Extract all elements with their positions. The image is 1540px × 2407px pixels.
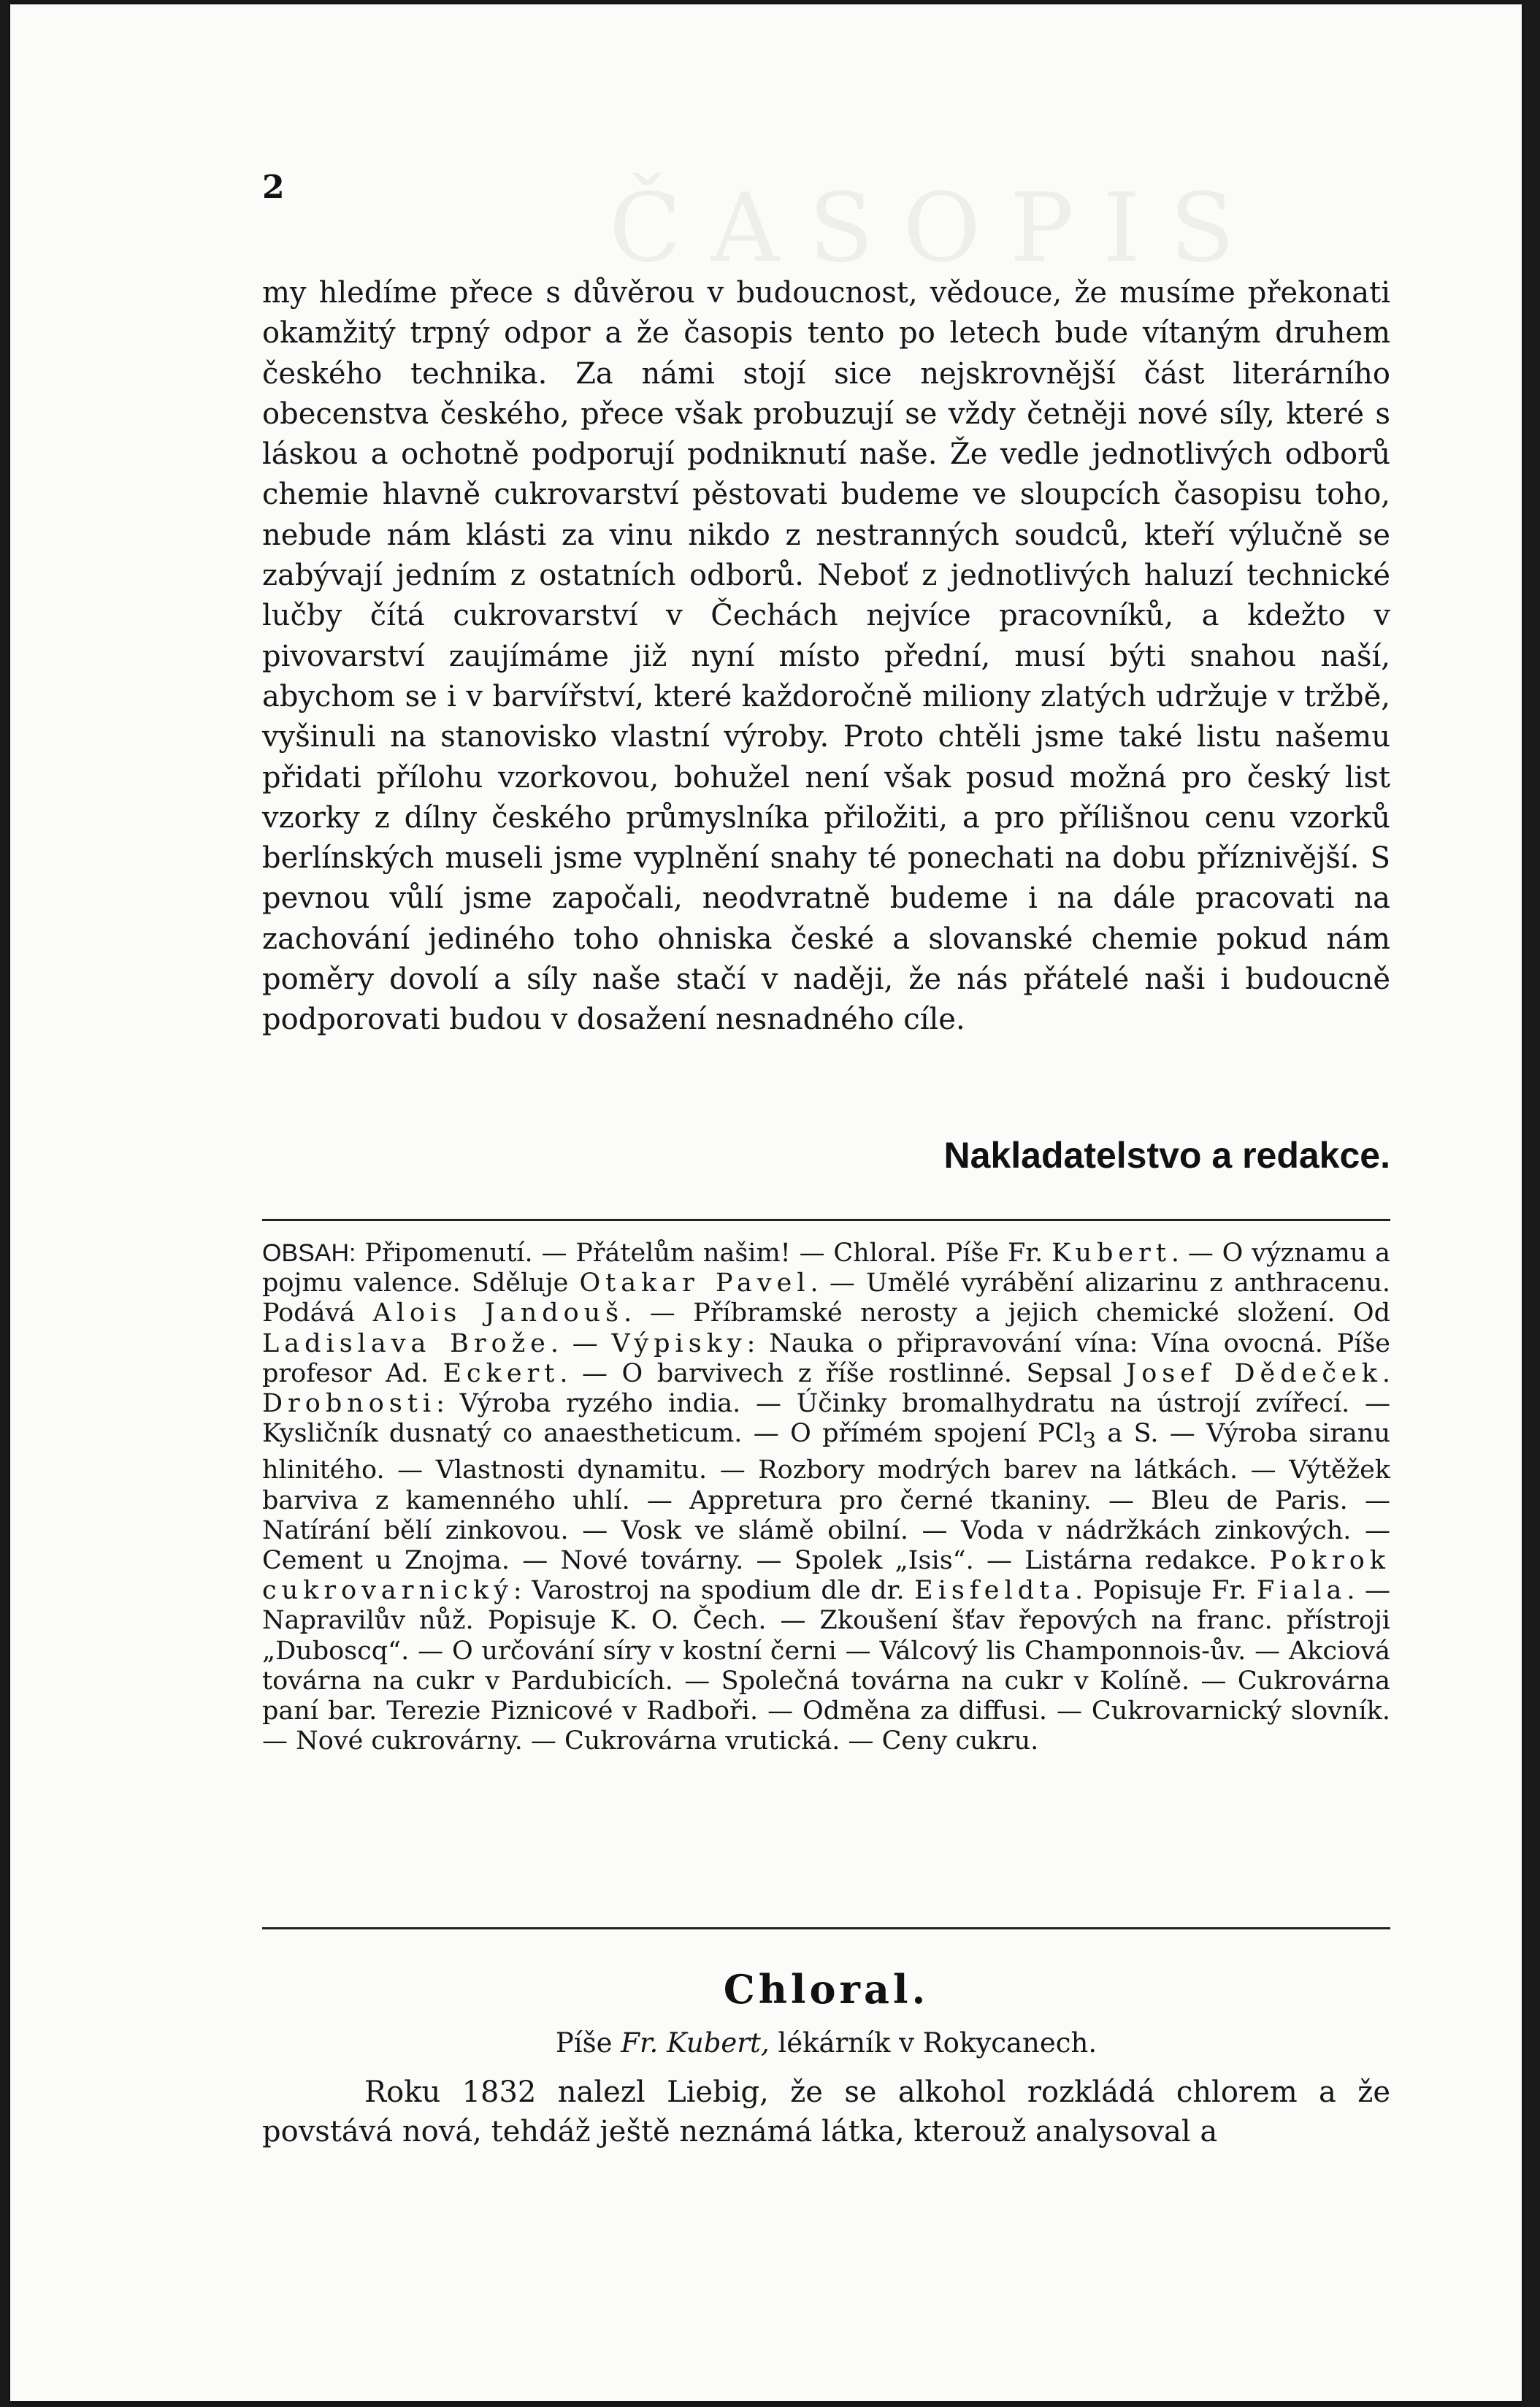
scanned-page bbox=[10, 4, 1522, 2401]
subscript: 3 bbox=[1082, 1428, 1097, 1453]
contents-text: . — O významu a pojmu valence. Sděluje bbox=[262, 1239, 1390, 1298]
contents-section: Výpisky bbox=[611, 1328, 747, 1358]
contents-text: . — Napravilův nůž. Popisuje K. O. Čech. — Zkoušení šťav řepových na franc. přístroji „Duboscq“. — O určování síry v kostní černi — Válcový lis Champonnois-ův. — Akciová továrna na cukr v Pardubicích. — Společná továrna na cukr v Kolíně. — Cukrovárna paní bar. Terezie Piznicové v Radboři. — Odměna za diffusi. — Cukrovarnický slovník. — Nové cukrovárny. — Cukrovárna vrutická. — Ceny cukru. bbox=[262, 1576, 1390, 1756]
contents-text: . — Umělé vyrábění alizarinu z anthracenu. Podává bbox=[262, 1268, 1391, 1328]
contents-text: . — O barvivech z říše rostlinné. Sepsal bbox=[559, 1358, 1127, 1388]
divider-bottom bbox=[262, 1927, 1390, 1929]
divider-top bbox=[262, 1219, 1390, 1221]
contents-author: Kubert bbox=[1051, 1239, 1171, 1268]
article-title: Chloral. bbox=[723, 1966, 930, 2013]
contents-text: . — Příbramské nerosty a jejich chemické složení. Od bbox=[624, 1298, 1391, 1328]
contents-author: Ladislava Brože bbox=[262, 1328, 551, 1358]
contents-section: Drobnosti bbox=[262, 1389, 437, 1419]
contents-text: : Nauka o připravování vína: Vína ovocná. Píše profesor Ad. bbox=[262, 1328, 1390, 1388]
contents-author: Fiala bbox=[1256, 1576, 1347, 1606]
byline-prefix: Píše bbox=[555, 2027, 621, 2059]
byline-suffix: lékárník v Rokycanech. bbox=[769, 2027, 1097, 2059]
contents-text: . bbox=[1382, 1358, 1391, 1388]
contents-author: Eckert bbox=[443, 1358, 560, 1388]
contents-author: Eisfeldta bbox=[914, 1576, 1076, 1606]
article-byline bbox=[262, 2027, 1390, 2059]
contents-author: Alois Jandouš bbox=[372, 1298, 624, 1328]
contents-summary bbox=[262, 1239, 1390, 1756]
contents-text: . — bbox=[550, 1328, 612, 1358]
contents-text: : Varostroj na spodium dle dr. bbox=[513, 1576, 915, 1606]
contents-text: : Výroba ryzého india. — Účinky bromalhydratu na ústrojí zvířecí. — Kysličník dusnatý co anaestheticum. — O přímém spojení PCl bbox=[262, 1389, 1390, 1449]
show-through-print: ČASOPIS bbox=[609, 172, 1264, 283]
contents-author: Josef Dědeček bbox=[1126, 1358, 1382, 1388]
intro-paragraph: my hledíme přece s důvěrou v budoucnost, vědouce, že musíme překonati okamžitý trpný odpor a že časopis tento po letech bude vítaným druhem českého technika. Za námi stojí sice nejskrovnější část literárního obecenstva českého, přece však probuzují se vždy četněji nové síly, které s láskou a ochotně podporují podniknutí naše. Že vedle jednotlivých odborů chemie hlavně cukrovarství pěstovati budeme ve sloupcích časopisu toho, nebude nám klásti za vinu nikdo z nestranných soudců, kteří výlučně se zabývají jedním z ostatních odborů. Neboť z jednotlivých haluzí technické lučby čítá cukrovarství v Čechách nejvíce pracovníků, a kdežto v pivovarství zaujímáme již nyní místo přední, musí býti snahou naší, abychom se i v barvířství, které každoročně miliony zlatých udržuje v tržbě, vyšinuli na stanovisko vlastní výroby. Proto chtěli jsme také listu našemu přidati přílohu vzorkovou, bohužel není však posud možná pro český list vzorky z dílny českého průmyslníka přiložiti, a pro přílišnou cenu vzorků berlínských museli jsme vyplnění snahy té ponechati na dobu příznivější. S pevnou vůlí jsme započali, neodvratně budeme i na dále pracovati na zachování jediného toho ohniska české a slovanské chemie pokud nám poměry dovolí a síly naše stačí v naději, že nás přátelé naši i budoucně podporovati budou v dosažení nesnadného cíle. bbox=[262, 276, 1390, 1037]
contents-text: a S. — Výroba siranu hlinitého. — Vlastnosti dynamitu. — Rozbory modrých barev na látkách. — Výtěžek barviva z kamenného uhlí. — Appretura pro černé tkaniny. — Bleu de Paris. — Natírání bělí zinkovou. — Vosk ve slámě obilní. — Voda v nádržkách zinkových. — Cement u Znojma. — Nové továrny. — Spolek „Isis“. — Listárna redakce. bbox=[262, 1419, 1391, 1576]
contents-section: Pokrok cukrovarnický bbox=[262, 1546, 1390, 1606]
contents-author: Otakar Pavel bbox=[579, 1268, 811, 1298]
contents-text: Připomenutí. — Přátelům našim! — Chloral. Píše Fr. bbox=[356, 1239, 1052, 1268]
publisher-signature: Nakladatelstvo a redakce. bbox=[943, 1135, 1390, 1176]
contents-text: . Popisuje Fr. bbox=[1075, 1576, 1257, 1606]
page-number: 2 bbox=[262, 169, 285, 206]
article-body: Roku 1832 nalezl Liebig, že se alkohol rozkládá chlorem a že povstává nová, tehdáž ještě neznámá látka, kterouž analysoval a bbox=[262, 2075, 1390, 2148]
byline-author: Fr. Kubert, bbox=[621, 2027, 770, 2059]
contents-label: OBSAH: bbox=[262, 1239, 356, 1267]
